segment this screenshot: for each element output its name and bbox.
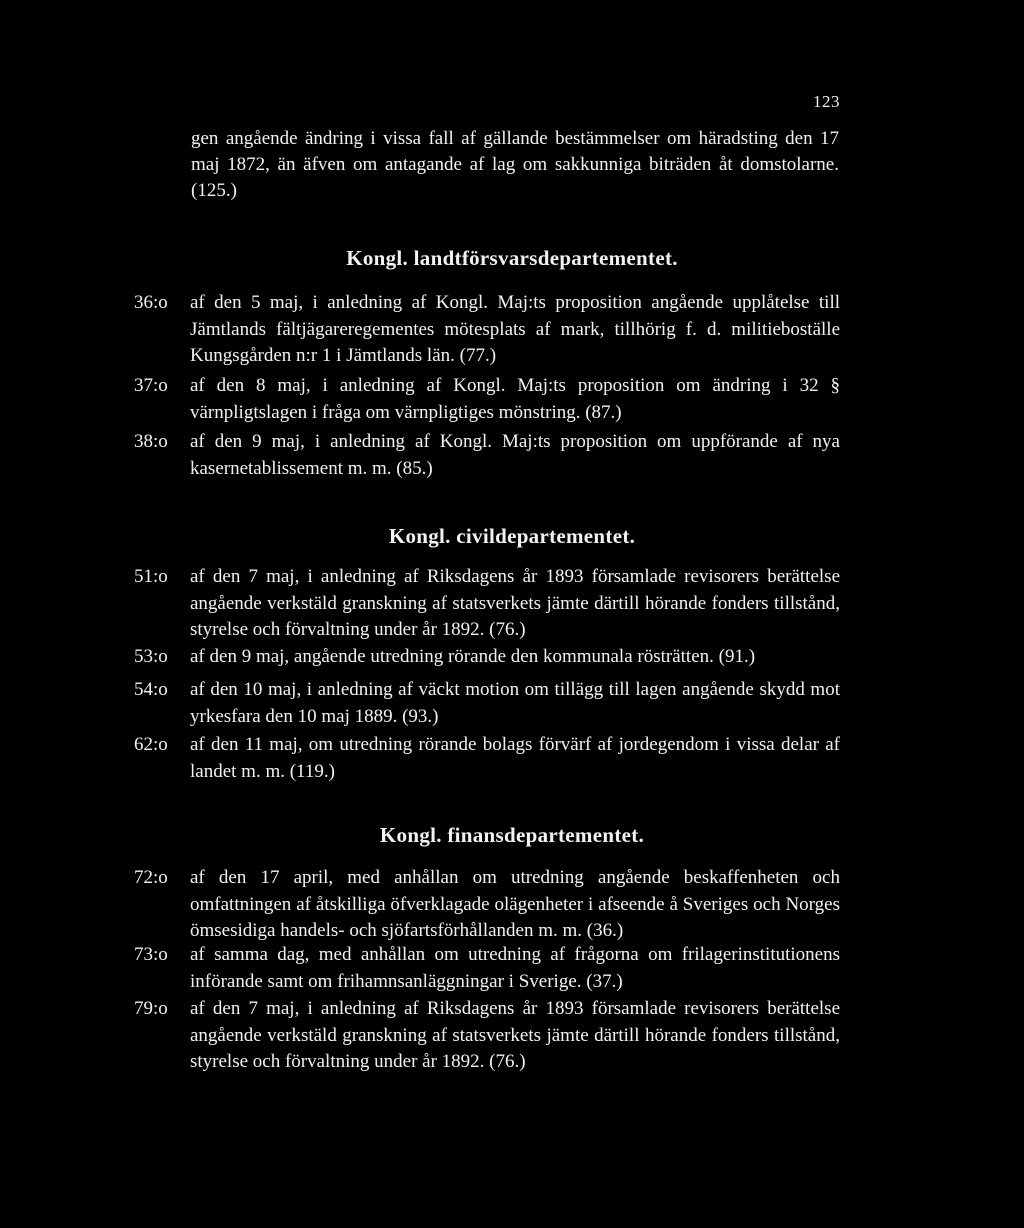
- entry-number: 38:o: [134, 431, 168, 452]
- entry-text: af den 5 maj, i anledning af Kongl. Maj:ts proposition angående upplåtelse till Jämtlands fältjägareregementes mötesplats af mark, tillhörig f. d. militieboställe Kungsgården n:r 1 i Jämtlands län. (77.): [190, 292, 840, 366]
- entry-number: 72:o: [134, 867, 168, 888]
- entry-text: af samma dag, med anhållan om utredning af frågorna om frilagerinstitutionens införande samt om frihamnsanläggningar i Sverige. (37.): [190, 944, 840, 992]
- entry-79: [134, 996, 840, 1076]
- entry-text: af den 9 maj, i anledning af Kongl. Maj:ts proposition om uppförande af nya kasernetablissement m. m. (85.): [190, 431, 840, 479]
- entry-72: [134, 865, 840, 945]
- entry-number: 36:o: [134, 292, 168, 313]
- entry-36: [134, 290, 840, 370]
- page-number: 123: [813, 92, 840, 111]
- entry-text: af den 10 maj, i anledning af väckt motion om tillägg till lagen angående skydd mot yrkesfara den 10 maj 1889. (93.): [190, 679, 840, 727]
- entry-text: af den 7 maj, i anledning af Riksdagens år 1893 församlade revisorers berättelse angående verkstäld granskning af statsverkets jämte därtill hörande fonders tillstånd, styrelse och förvaltning under år 1892. (76.): [190, 566, 840, 640]
- entry-54: [134, 677, 840, 730]
- entry-text: af den 9 maj, angående utredning rörande den kommunala rösträtten. (91.): [190, 646, 756, 667]
- entry-number: 62:o: [134, 734, 168, 755]
- section-heading-landtforsvar: Kongl. landtförsvarsdepartementet.: [346, 246, 678, 270]
- entry-38: [134, 429, 840, 482]
- entry-text: af den 7 maj, i anledning af Riksdagens år 1893 församlade revisorers berättelse angående verkstäld granskning af statsverkets jämte därtill hörande fonders tillstånd, styrelse och förvaltning under år 1892. (76.): [190, 998, 840, 1072]
- section-heading-finans: Kongl. finansdepartementet.: [379, 823, 645, 847]
- entry-62: [134, 732, 840, 785]
- entry-text: af den 17 april, med anhållan om utredning angående beskaffenheten och omfattningen af åtskilliga öfverklagade olägenheter i afseende å Sveriges och Norges ömsesidiga handels- och sjöfartsförhållanden m. m. (36.): [190, 867, 840, 941]
- entry-number: 53:o: [134, 646, 168, 667]
- entry-73: [134, 942, 840, 995]
- section-heading-civil: Kongl. civildepartementet.: [388, 524, 636, 548]
- entry-number: 37:o: [134, 375, 168, 396]
- entry-number: 79:o: [134, 998, 168, 1019]
- entry-53: [134, 644, 840, 671]
- intro-paragraph: gen angående ändring i vissa fall af gällande bestämmelser om häradsting den 17 maj 1872, än äfven om antagande af lag om sakkunniga biträden åt domstolarne. (125.): [191, 128, 839, 201]
- entry-number: 54:o: [134, 679, 168, 700]
- entry-text: af den 11 maj, om utredning rörande bolags förvärf af jordegendom i vissa delar af landet m. m. (119.): [190, 734, 840, 782]
- entry-51: [134, 564, 840, 644]
- entry-37: [134, 373, 840, 426]
- entry-number: 73:o: [134, 944, 168, 965]
- entry-number: 51:o: [134, 566, 168, 587]
- entry-text: af den 8 maj, i anledning af Kongl. Maj:ts proposition om ändring i 32 § värnpligtslagen i fråga om värnpligtiges mönstring. (87.): [190, 375, 840, 423]
